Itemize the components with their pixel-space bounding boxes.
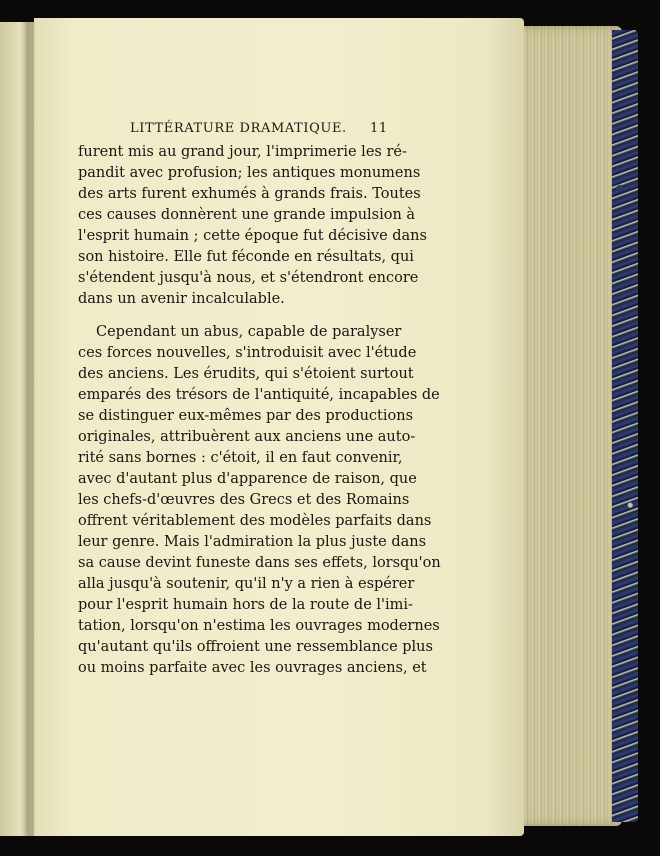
text-line: pour l'esprit humain hors de la route de l'imi- xyxy=(78,597,413,613)
text-line: emparés des trésors de l'antiquité, incapables de xyxy=(78,387,440,403)
running-title: LITTÉRATURE DRAMATIQUE. xyxy=(130,121,347,136)
page-header xyxy=(130,121,390,139)
text-line: des anciens. Les érudits, qui s'étoient surtout xyxy=(78,366,414,382)
text-line: des arts furent exhumés à grands frais. Toutes xyxy=(78,186,421,202)
text-line: avec d'autant plus d'apparence de raison, que xyxy=(78,471,417,487)
text-line: rité sans bornes : c'étoit, il en faut convenir, xyxy=(78,450,403,466)
paragraph-spacer xyxy=(78,310,398,322)
gutter-shadow xyxy=(20,22,36,836)
text-line: ces forces nouvelles, s'introduisit avec l'étude xyxy=(78,345,417,361)
text-line: l'esprit humain ; cette époque fut décisive dans xyxy=(78,228,427,244)
text-line: les chefs-d'œuvres des Grecs et des Romains xyxy=(78,492,410,508)
text-line: ou moins parfaite avec les ouvrages anciens, et xyxy=(78,660,427,676)
text-line: Cependant un abus, capable de paralyser xyxy=(96,324,402,340)
text-line: se distinguer eux-mêmes par des productions xyxy=(78,408,414,424)
marbled-cover-edge xyxy=(612,30,638,822)
text-line: originales, attribuèrent aux anciens une auto- xyxy=(78,429,416,445)
text-line: alla jusqu'à soutenir, qu'il n'y a rien à espérer xyxy=(78,576,415,592)
text-line: sa cause devint funeste dans ses effets, lorsqu'on xyxy=(78,555,441,571)
text-line: pandit avec profusion; les antiques monumens xyxy=(78,165,421,181)
text-line: ces causes donnèrent une grande impulsion à xyxy=(78,207,416,223)
paragraph-2 xyxy=(78,322,441,679)
text-line: tation, lorsqu'on n'estima les ouvrages modernes xyxy=(78,618,440,634)
text-line: furent mis au grand jour, l'imprimerie les ré- xyxy=(78,144,407,160)
text-line: offrent véritablement des modèles parfaits dans xyxy=(78,513,432,529)
body-text xyxy=(78,142,441,679)
text-line: leur genre. Mais l'admiration la plus juste dans xyxy=(78,534,427,550)
page-number: 11 xyxy=(370,121,388,136)
paragraph-1 xyxy=(78,142,427,310)
text-line: son histoire. Elle fut féconde en résultats, qui xyxy=(78,249,414,265)
text-line: s'étendent jusqu'à nous, et s'étendront encore xyxy=(78,270,419,286)
page-block-fore-edge xyxy=(510,26,622,826)
text-line: dans un avenir incalculable. xyxy=(78,291,285,307)
text-line: qu'autant qu'ils offroient une ressemblance plus xyxy=(78,639,433,655)
